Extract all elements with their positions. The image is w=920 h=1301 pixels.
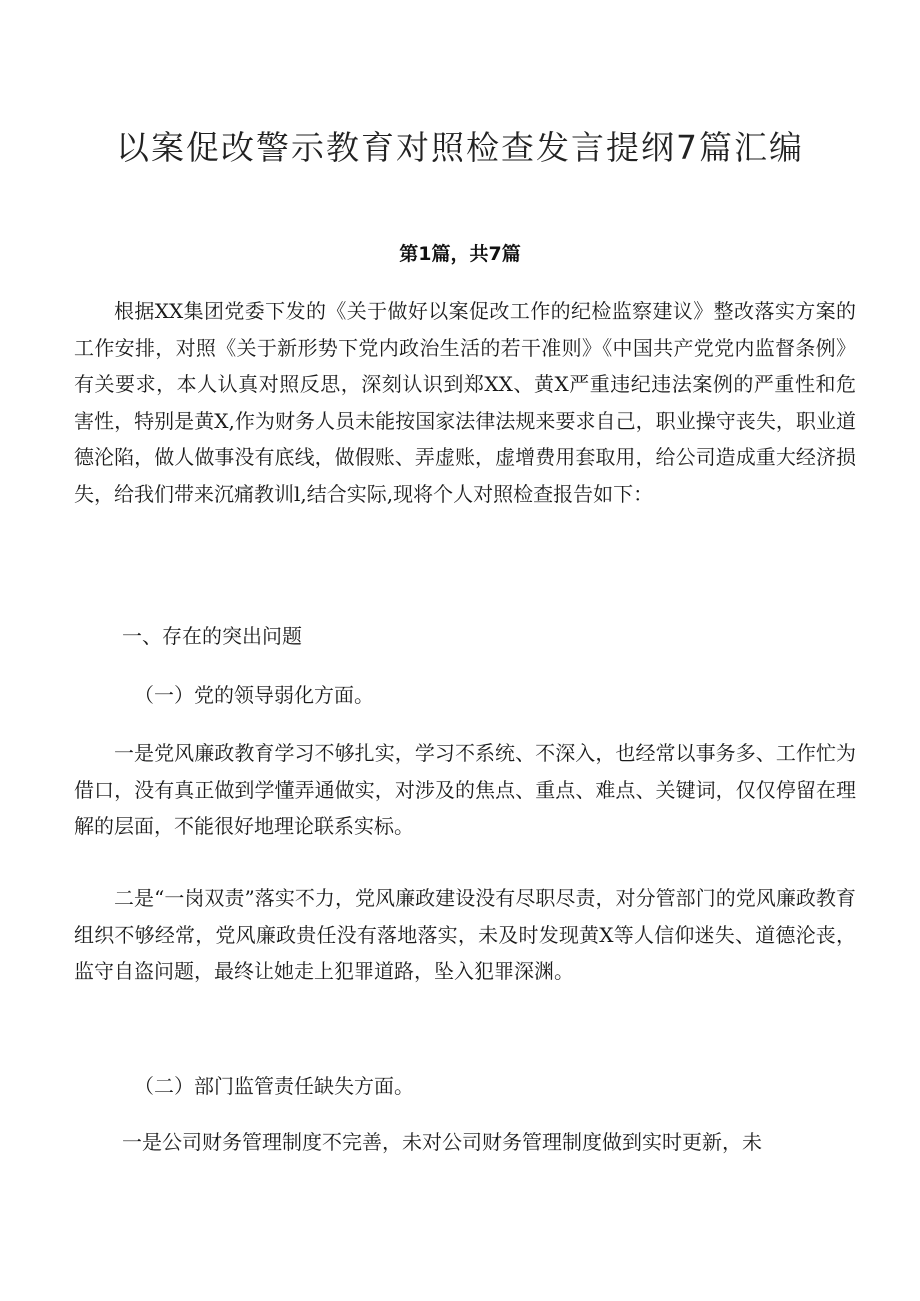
- body-paragraph-1: 一是党风廉政教育学习不够扎实，学习不系统、不深入，也经常以事务多、工作忙为借口，没有真正做到学懂弄通做实，对涉及的焦点、重点、难点、关键词，仅仅停留在理解的层面，不能很好地理论联系实标。: [74, 741, 856, 838]
- section-heading: 一、存在的突出问题: [122, 624, 302, 648]
- intro-paragraph: 根据XX集团党委下发的《关于做好以案促改工作的纪检监察建议》整改落实方案的工作安排，对照《关于新形势下党内政治生活的若干准则》《中国共产党党内监督条例》有关要求，本人认真对照反思，深刻认识到郑XX、黄X严重违纪违法案例的严重性和危害性，特别是黄X,作为财务人员未能按国家法律法规来要求自己，职业操守丧失，职业道德沦陷，做人做事没有底线，做假账、弄虚账，虚增费用套取用，给公司造成重大经济损失，给我们带来沉痛教训l,结合实际,现将个人对照检查报告如下：: [74, 299, 856, 506]
- part-label: 第1篇，共7篇: [399, 243, 521, 265]
- subsection-heading-1: （一）党的领导弱化方面。: [134, 683, 374, 707]
- subsection-heading-2: （二）部门监管责任缺失方面。: [134, 1074, 414, 1098]
- document-title: 以案促改警示教育对照检查发言提纲7篇汇编: [116, 128, 804, 167]
- body-paragraph-2: 二是“一岗双责”落实不力，党风廉政建设没有尽职尽责，对分管部门的党风廉政教育组织不够经常，党风廉政贵任没有落地落实，未及时发现黄X等人信仰迷失、道德沦丧，监守自盗问题，最终让她走上犯罪道路，坠入犯罪深渊。: [74, 886, 856, 983]
- body-paragraph-3: 一是公司财务管理制度不完善，未对公司财务管理制度做到实时更新，未: [122, 1130, 762, 1154]
